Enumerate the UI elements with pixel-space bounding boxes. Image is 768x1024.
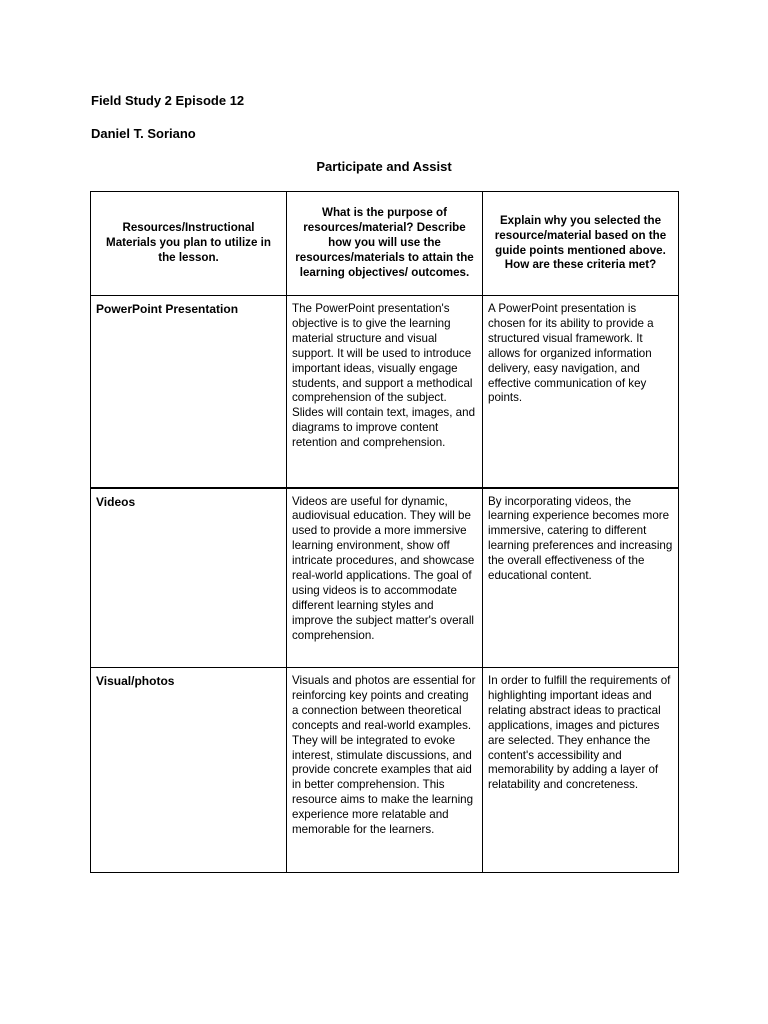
header-reason: Explain why you selected the resource/material based on the guide points mentioned above. How are these criteria met? xyxy=(483,192,679,296)
section-heading: Participate and Assist xyxy=(316,159,452,174)
header-purpose: What is the purpose of resources/material? Describe how you will use the resources/materials to attain the learning objectives/ outcomes. xyxy=(287,192,483,296)
resource-name: PowerPoint Presentation xyxy=(91,296,287,488)
header-resources: Resources/Instructional Materials you plan to utilize in the lesson. xyxy=(91,192,287,296)
resources-table xyxy=(90,191,679,873)
resource-reason: A PowerPoint presentation is chosen for its ability to provide a structured visual framework. It allows for organized information delivery, easy navigation, and effective communication of key points. xyxy=(483,296,679,488)
document-title: Field Study 2 Episode 12 xyxy=(91,93,245,108)
resource-purpose: Videos are useful for dynamic, audiovisual education. They will be used to provide a more immersive learning environment, show off intricate procedures, and showcase real-world applications. The goal of using videos is to accommodate different learning styles and improve the subject matter's overall comprehension. xyxy=(287,488,483,668)
table-row xyxy=(91,488,679,668)
resource-purpose: The PowerPoint presentation's objective is to give the learning material structure and visual support. It will be used to introduce important ideas, visually engage students, and support a methodical comprehension of the subject. Slides will contain text, images, and diagrams to improve content retention and comprehension. xyxy=(287,296,483,488)
resource-reason: By incorporating videos, the learning experience becomes more immersive, catering to different learning preferences and increasing the overall effectiveness of the educational content. xyxy=(483,488,679,668)
author-name: Daniel T. Soriano xyxy=(91,126,196,141)
resource-name: Visual/photos xyxy=(91,668,287,873)
table-header-row xyxy=(91,192,679,296)
resource-name: Videos xyxy=(91,488,287,668)
table-row xyxy=(91,296,679,488)
resource-purpose: Visuals and photos are essential for reinforcing key points and creating a connection between theoretical concepts and real-world examples. They will be integrated to evoke interest, stimulate discussions, and provide concrete examples that aid in better comprehension. This resource aims to make the learning experience more relatable and memorable for the learners. xyxy=(287,668,483,873)
resource-reason: In order to fulfill the requirements of highlighting important ideas and relating abstract ideas to practical applications, images and pictures are selected. They enhance the content's accessibility and memorability by adding a layer of relatability and concreteness. xyxy=(483,668,679,873)
table-row xyxy=(91,668,679,873)
